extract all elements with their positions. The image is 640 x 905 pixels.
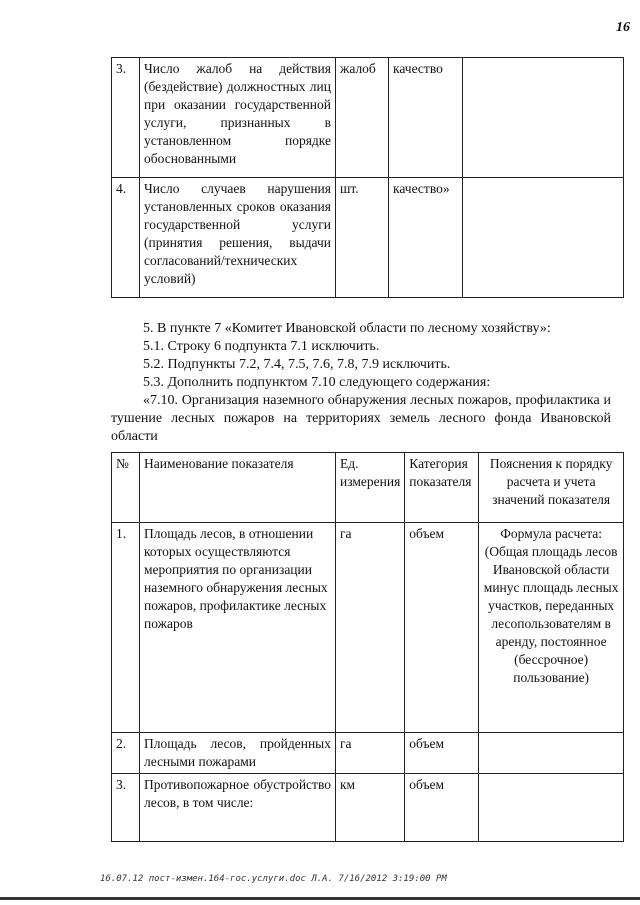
- table-row: [112, 178, 624, 298]
- indicator-name: Площадь лесов, в отношении которых осуществляются мероприятия по организации наземного обнаружения лесных пожаров, профилактике лесных пожаров: [140, 523, 336, 733]
- indicator-category: объем: [405, 523, 479, 733]
- amendment-text: [111, 320, 611, 446]
- header-notes: Пояснения к порядку расчета и учета значений показателя: [479, 453, 624, 523]
- table-header-row: [112, 453, 624, 523]
- indicator-name: Число жалоб на действия (бездействие) должностных лиц при оказании государственной услуги, признанных в установленном порядке обоснованными: [140, 58, 336, 178]
- paragraph: «7.10. Организация наземного обнаружения лесных пожаров, профилактика и тушение лесных пожаров на территориях земель лесного фонда Ивановской области: [111, 393, 611, 444]
- unit-of-measure: га: [336, 523, 405, 733]
- indicator-category: качество»: [389, 178, 463, 298]
- table-row: [112, 58, 624, 178]
- paragraph: 5.2. Подпункты 7.2, 7.4, 7.5, 7.6, 7.8, 7.9 исключить.: [143, 357, 451, 372]
- row-number: 1.: [112, 523, 140, 733]
- unit-of-measure: га: [336, 733, 405, 774]
- calculation-notes: [479, 733, 624, 774]
- calculation-notes: Формула расчета: (Общая площадь лесов Ивановской области минус площадь лесных участков, переданных лесопользователям в аренду, постоянное (бессрочное) пользование): [479, 523, 624, 733]
- calculation-notes: [479, 774, 624, 842]
- table-row: [112, 523, 624, 733]
- row-number: 2.: [112, 733, 140, 774]
- table-row: [112, 733, 624, 774]
- bottom-rule: [0, 897, 640, 900]
- header-unit: Ед. измерения: [336, 453, 405, 523]
- unit-of-measure: жалоб: [336, 58, 389, 178]
- indicators-table: [111, 452, 624, 842]
- header-name: Наименование показателя: [140, 453, 336, 523]
- table-row: [112, 774, 624, 842]
- paragraph: 5. В пункте 7 «Комитет Ивановской области по лесному хозяйству»:: [143, 321, 551, 336]
- paragraph: 5.3. Дополнить подпунктом 7.10 следующего содержания:: [143, 375, 491, 390]
- header-num: №: [112, 453, 140, 523]
- calculation-notes: [463, 178, 624, 298]
- indicator-category: качество: [389, 58, 463, 178]
- page-number: 16: [616, 20, 630, 35]
- indicator-category: объем: [405, 774, 479, 842]
- indicators-table-continued: [111, 57, 624, 298]
- calculation-notes: [463, 58, 624, 178]
- row-number: 3.: [112, 774, 140, 842]
- indicator-name: Противопожарное обустройство лесов, в том числе:: [140, 774, 336, 842]
- header-category: Категория показателя: [405, 453, 479, 523]
- paragraph: 5.1. Строку 6 подпункта 7.1 исключить.: [143, 339, 380, 354]
- unit-of-measure: км: [336, 774, 405, 842]
- row-number: 3.: [112, 58, 140, 178]
- indicator-category: объем: [405, 733, 479, 774]
- unit-of-measure: шт.: [336, 178, 389, 298]
- indicator-name: Площадь лесов, пройденных лесными пожарами: [140, 733, 336, 774]
- row-number: 4.: [112, 178, 140, 298]
- indicator-name: Число случаев нарушения установленных сроков оказания государственной услуги (принятия решения, выдачи согласований/технических условий): [140, 178, 336, 298]
- document-footer: 16.07.12 пост-измен.164-гос.услуги.doc Л.А. 7/16/2012 3:19:00 PM: [100, 874, 447, 884]
